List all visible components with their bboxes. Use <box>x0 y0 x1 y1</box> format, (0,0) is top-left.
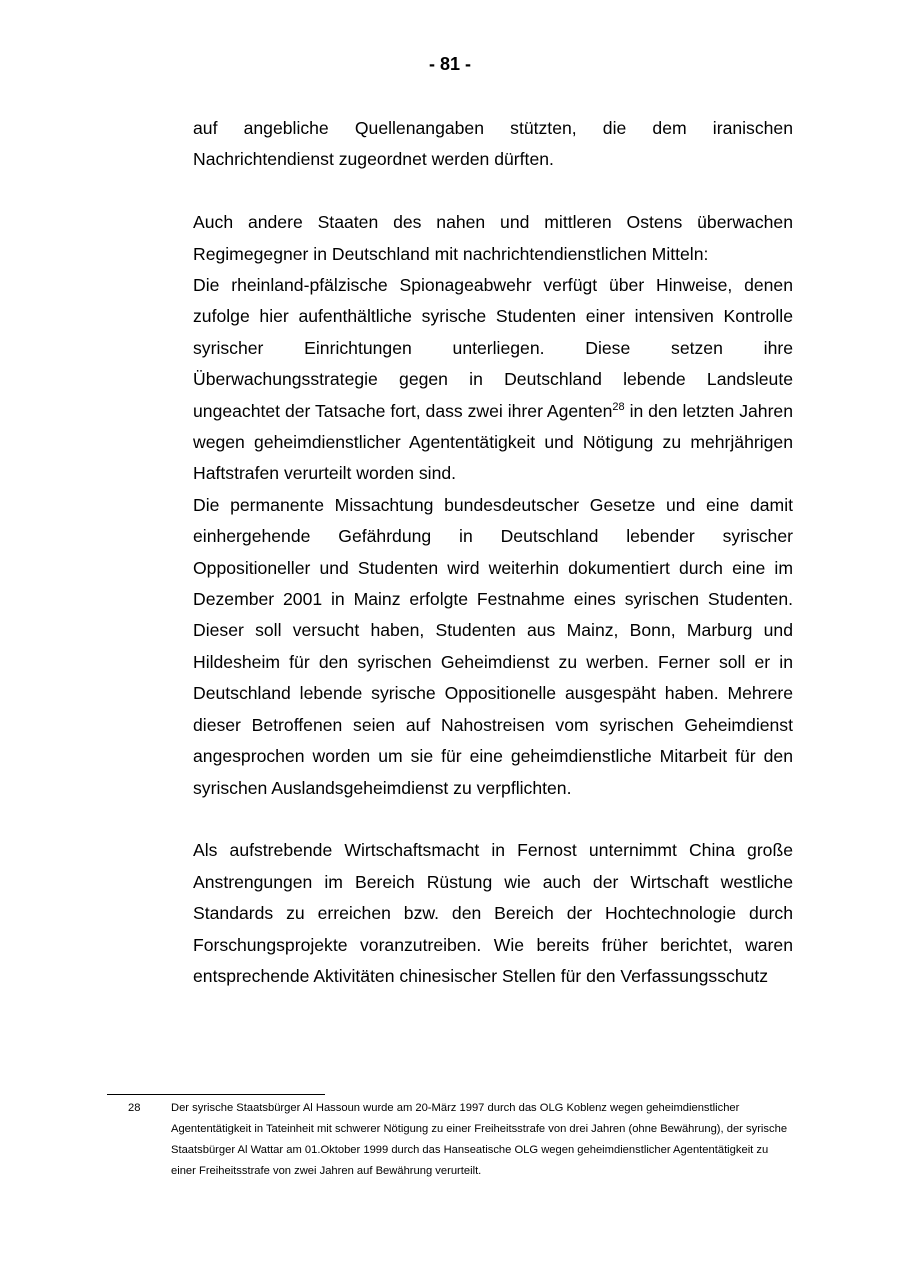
paragraph-2: Auch andere Staaten des nahen und mittleren Ostens überwachen Regimegegner in Deutschland mit nachrichtendienstlichen Mitteln: <box>193 212 793 264</box>
page-number: - 81 - <box>428 54 471 74</box>
paragraph-3 <box>193 270 793 490</box>
footnote-text: Der syrische Staatsbürger Al Hassoun wurde am 20-März 1997 durch das OLG Koblenz wegen geheimdienstlicher Agententätigkeit in Tateinheit mit schwerer Nötigung zu einer Freiheitsstrafe von drei Jahren (ohne Bewährung), der syrische Staatsbürger Al Wattar am 01.Oktober 1999 durch das Hanseatische OLG wegen geheimdienstlicher Agententätigkeit zu einer Freiheitsstrafe von zwei Jahren auf Bewährung verurteilt. <box>171 1102 788 1177</box>
footnote <box>128 1098 798 1182</box>
body-text <box>193 113 793 992</box>
footnote-divider <box>107 1094 325 1095</box>
footnote-reference[interactable]: 28 <box>612 400 625 413</box>
paragraph-4: Die permanente Missachtung bundesdeutscher Gesetze und eine damit einhergehende Gefährdung in Deutschland lebender syrischer Oppositioneller und Studenten wird weiterhin dokumentiert durch eine im Dezember 2001 in Mainz erfolgte Festnahme eines syrischen Studenten. Dieser soll versucht haben, Studenten aus Mainz, Bonn, Marburg und Hildesheim für den syrischen Geheimdienst zu werben. Ferner soll er in Deutschland lebende syrische Oppositionelle ausgespäht haben. Mehrere dieser Betroffenen seien auf Nahostreisen vom syrischen Geheimdienst angesprochen worden um sie für eine geheimdienstliche Mitarbeit für den syrischen Auslandsgeheimdienst zu verpflichten. <box>193 494 793 798</box>
paragraph-3-text-after-ref: in den letzten Jahren wegen geheimdienstlicher Agententätigkeit und Nötigung zu mehrjährigen Haftstrafen verurteilt worden sind. <box>193 400 793 484</box>
footnote-number: 28 <box>128 1102 141 1114</box>
paragraph-5: Als aufstrebende Wirtschaftsmacht in Fernost unternimmt China große Anstrengungen im Bereich Rüstung wie auch der Wirtschaft westliche Standards zu erreichen bzw. den Bereich der Hochtechnologie durch Forschungsprojekte voranzutreiben. Wie bereits früher berichtet, waren entsprechende Aktivitäten chinesischer Stellen für den Verfassungsschutz <box>193 840 793 986</box>
paragraph-1: auf angebliche Quellenangaben stützten, die dem iranischen Nachrichtendienst zugeordnet werden dürften. <box>193 118 793 170</box>
paragraph-3-text-before-ref: Die rheinland-pfälzische Spionageabwehr verfügt über Hinweise, denen zufolge hier aufenthältliche syrische Studenten einer intensiven Kontrolle syrischer Einrichtungen unterliegen. Diese setzen ihre Überwachungsstrategie gegen in Deutschland lebende Landsleute ungeachtet der Tatsache fort, dass zwei ihrer Agenten <box>193 275 793 421</box>
